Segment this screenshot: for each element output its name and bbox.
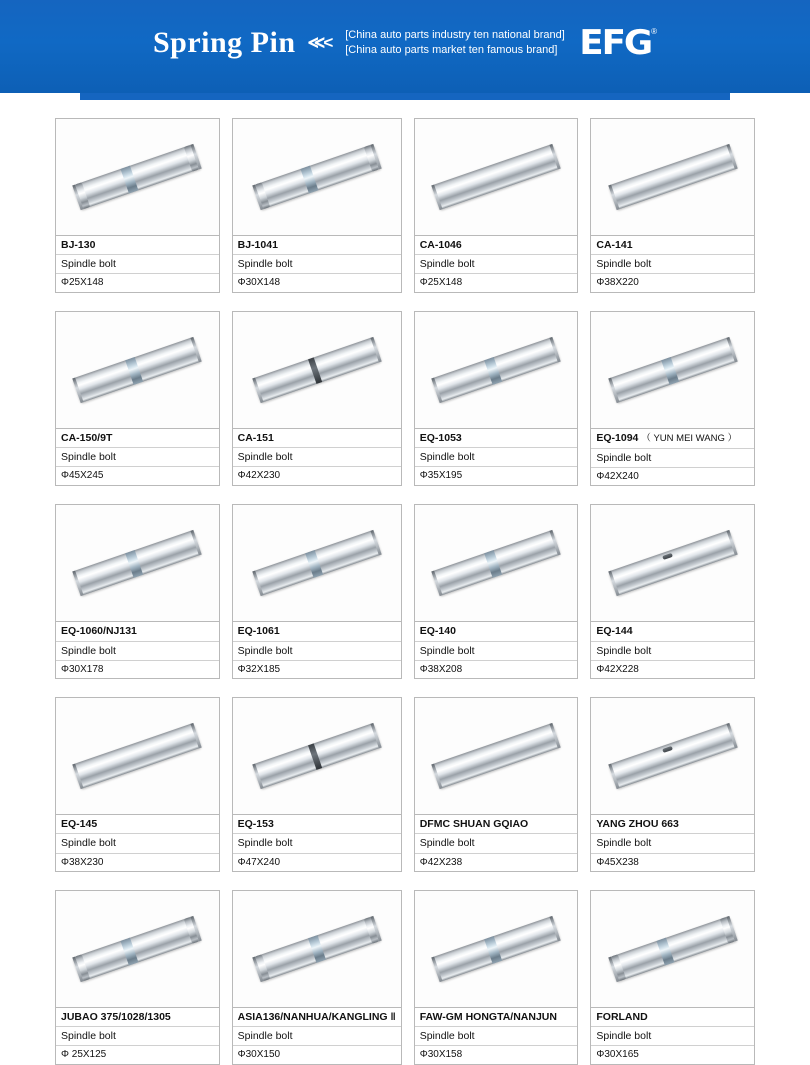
- product-type: Spindle bolt: [233, 447, 401, 466]
- pin-body: [73, 337, 202, 403]
- product-name-text: EQ-144: [596, 625, 633, 638]
- product-name-text: CA-1046: [419, 239, 462, 251]
- product-image: [232, 697, 402, 815]
- product-spec: Φ32X185: [233, 660, 401, 679]
- product-labels: [414, 622, 579, 679]
- spring-pin-illustration: [68, 698, 206, 814]
- product-spec: Φ25X148: [415, 273, 578, 292]
- product-spec: Φ38X208: [415, 660, 578, 679]
- product-image: [232, 890, 402, 1008]
- pin-end-left: [252, 377, 263, 403]
- product-image: [590, 504, 755, 622]
- spring-pin-illustration: [427, 312, 565, 428]
- product-card: [590, 311, 755, 486]
- header-taglines: [345, 28, 565, 58]
- spring-pin-illustration: [427, 119, 565, 235]
- product-name-text: FAW-GM HONGTA/NANJUN: [419, 1011, 557, 1024]
- pin-end-left: [608, 764, 619, 790]
- pin-end-left: [431, 377, 442, 403]
- product-card: [414, 504, 579, 679]
- product-name: [415, 1008, 578, 1026]
- product-name-text: CA-141: [596, 239, 633, 251]
- spring-pin-illustration: [245, 891, 388, 1007]
- product-card: [55, 504, 220, 679]
- product-card: [232, 311, 402, 486]
- product-card: [232, 504, 402, 679]
- product-image: [414, 697, 579, 815]
- pin-body: [252, 723, 381, 789]
- product-image: [232, 504, 402, 622]
- product-image: [414, 890, 579, 1008]
- spring-pin-illustration: [427, 891, 565, 1007]
- product-type: Spindle bolt: [233, 254, 401, 273]
- product-name: [233, 815, 401, 833]
- product-spec: Φ42X240: [591, 467, 754, 486]
- product-image: [232, 311, 402, 429]
- pin-band: [485, 357, 503, 385]
- pin-end-left: [252, 571, 263, 597]
- pin-end-right: [726, 530, 737, 556]
- product-labels: [232, 1008, 402, 1065]
- pin-band: [485, 936, 503, 964]
- pin-band: [308, 935, 326, 963]
- pin-end-right: [191, 723, 202, 749]
- registered-trademark-icon: ®: [651, 26, 658, 36]
- product-name-text: YANG ZHOU 663: [596, 818, 679, 831]
- pin-end-left: [252, 764, 263, 790]
- product-name: [415, 815, 578, 833]
- product-name-text: DFMC SHUAN GQIAO: [419, 818, 529, 831]
- product-card: [590, 697, 755, 872]
- product-image: [590, 697, 755, 815]
- spring-pin-illustration: [245, 698, 388, 814]
- product-name-text: EQ-1053: [419, 431, 462, 444]
- product-labels: [414, 429, 579, 486]
- product-spec: Φ30X178: [56, 660, 219, 679]
- product-labels: [414, 236, 579, 293]
- product-type: Spindle bolt: [415, 1026, 578, 1045]
- brand-logo: [579, 22, 658, 63]
- product-name: [591, 815, 754, 833]
- product-spec: Φ42X228: [591, 660, 754, 679]
- pin-end-right: [549, 916, 560, 942]
- pin-band: [121, 166, 139, 194]
- chevron-left-icon: ≪<: [307, 32, 332, 52]
- product-spec: Φ38X230: [56, 853, 219, 872]
- pin-notch: [662, 553, 673, 560]
- pin-end-right: [191, 337, 202, 363]
- tagline-2: [China auto parts market ten famous brand]: [345, 43, 558, 56]
- page-header: [0, 0, 810, 93]
- product-name-text: BJ-1041: [237, 239, 278, 251]
- product-spec: Φ30X150: [233, 1045, 401, 1064]
- pin-body: [431, 530, 560, 596]
- product-card: [232, 890, 402, 1065]
- pin-band: [485, 550, 503, 578]
- product-name: [56, 236, 219, 254]
- pin-end-left: [73, 571, 84, 597]
- product-grid: [0, 112, 810, 1065]
- pin-groove: [308, 357, 322, 384]
- product-image: [55, 311, 220, 429]
- product-type: Spindle bolt: [591, 254, 754, 273]
- spring-pin-illustration: [68, 312, 206, 428]
- product-type: Spindle bolt: [591, 833, 754, 852]
- product-image: [55, 697, 220, 815]
- product-card: [55, 118, 220, 293]
- pin-end-left: [431, 764, 442, 790]
- product-labels: [55, 815, 220, 872]
- product-name: [56, 815, 219, 833]
- product-type: Spindle bolt: [56, 1026, 219, 1045]
- product-card: [414, 118, 579, 293]
- product-card: [590, 504, 755, 679]
- product-image: [232, 118, 402, 236]
- product-image: [55, 504, 220, 622]
- pin-body: [252, 916, 381, 982]
- product-name: [233, 1008, 401, 1026]
- product-labels: [414, 815, 579, 872]
- pin-band: [661, 357, 679, 385]
- pin-body: [608, 337, 737, 403]
- product-card: [590, 118, 755, 293]
- product-type: Spindle bolt: [233, 1026, 401, 1045]
- spring-pin-illustration: [68, 891, 206, 1007]
- product-name: [56, 1008, 219, 1026]
- product-labels: [590, 429, 755, 486]
- spring-pin-illustration: [604, 698, 742, 814]
- pin-body: [608, 723, 737, 789]
- header-content: [152, 22, 658, 63]
- product-type: Spindle bolt: [56, 447, 219, 466]
- pin-end-left: [73, 764, 84, 790]
- pin-body: [252, 530, 381, 596]
- product-card: [55, 311, 220, 486]
- pin-end-left: [608, 377, 619, 403]
- product-name-text: CA-150/9T: [61, 431, 113, 444]
- spring-pin-illustration: [245, 312, 388, 428]
- product-labels: [590, 622, 755, 679]
- pin-end-right: [370, 723, 381, 749]
- pin-end-left: [431, 957, 442, 983]
- product-name-text: ASIA136/NANHUA/KANGLING ‖: [237, 1011, 396, 1024]
- pin-end-right: [726, 144, 737, 170]
- pin-body: [252, 337, 381, 403]
- product-type: Spindle bolt: [591, 1026, 754, 1045]
- spring-pin-illustration: [604, 119, 742, 235]
- pin-end-right: [726, 723, 737, 749]
- product-name-text: BJ-130: [61, 239, 96, 251]
- pin-end-right: [726, 337, 737, 363]
- product-name: [233, 429, 401, 447]
- pin-band: [121, 938, 139, 966]
- pin-body: [73, 144, 202, 210]
- header-underline-band: [0, 93, 810, 112]
- pin-end-left: [431, 571, 442, 597]
- product-spec: Φ45X245: [56, 466, 219, 485]
- product-name: [415, 236, 578, 254]
- product-name: [591, 236, 754, 254]
- product-labels: [55, 236, 220, 293]
- product-type: Spindle bolt: [591, 641, 754, 660]
- pin-band: [126, 357, 144, 385]
- pin-end-left: [608, 571, 619, 597]
- product-card: [55, 890, 220, 1065]
- product-image: [590, 118, 755, 236]
- product-image: [414, 504, 579, 622]
- pin-groove: [308, 744, 322, 771]
- product-spec: Φ25X148: [56, 273, 219, 292]
- product-name-text: FORLAND: [596, 1011, 648, 1024]
- product-spec: Φ38X220: [591, 273, 754, 292]
- pin-body: [608, 530, 737, 596]
- product-labels: [55, 429, 220, 486]
- tagline-1: [China auto parts industry ten national brand]: [345, 28, 565, 41]
- pin-band: [300, 166, 318, 194]
- product-name: [591, 622, 754, 640]
- product-name-text: EQ-1094: [596, 431, 639, 444]
- product-card: [590, 890, 755, 1065]
- product-image: [55, 118, 220, 236]
- product-labels: [232, 429, 402, 486]
- product-type: Spindle bolt: [233, 641, 401, 660]
- page-title: Spring Pin: [152, 25, 296, 59]
- product-spec: Φ42X238: [415, 853, 578, 872]
- product-type: Spindle bolt: [56, 641, 219, 660]
- product-name-text: EQ-153: [237, 818, 274, 831]
- pin-body: [431, 337, 560, 403]
- product-spec: Φ30X158: [415, 1045, 578, 1064]
- product-type: Spindle bolt: [415, 641, 578, 660]
- pin-body: [73, 916, 202, 982]
- pin-end-left: [608, 185, 619, 211]
- product-labels: [232, 622, 402, 679]
- spring-pin-illustration: [604, 505, 742, 621]
- product-spec: Φ35X195: [415, 466, 578, 485]
- product-spec: Φ42X230: [233, 466, 401, 485]
- product-name: [591, 1008, 754, 1026]
- product-type: Spindle bolt: [233, 833, 401, 852]
- product-card: [232, 697, 402, 872]
- product-spec: Φ30X148: [233, 273, 401, 292]
- product-spec: Φ30X165: [591, 1045, 754, 1064]
- product-name-text: JUBAO 375/1028/1305: [61, 1011, 171, 1024]
- product-name: [56, 429, 219, 447]
- pin-band: [126, 550, 144, 578]
- product-labels: [590, 815, 755, 872]
- pin-body: [252, 144, 381, 210]
- spring-pin-illustration: [427, 698, 565, 814]
- product-type: Spindle bolt: [56, 833, 219, 852]
- product-spec: Φ47X240: [233, 853, 401, 872]
- product-type: Spindle bolt: [415, 447, 578, 466]
- brand-logo-text: EFG: [579, 22, 651, 63]
- product-image: [414, 311, 579, 429]
- product-name-text: EQ-145: [61, 818, 98, 831]
- product-card: [414, 697, 579, 872]
- pin-body: [431, 723, 560, 789]
- spring-pin-illustration: [245, 119, 388, 235]
- spring-pin-illustration: [245, 505, 388, 621]
- pin-band: [305, 550, 323, 578]
- product-name-text: CA-151: [237, 431, 274, 444]
- pin-end-left: [431, 185, 442, 211]
- product-name: [233, 622, 401, 640]
- pin-end-right: [370, 530, 381, 556]
- spring-pin-illustration: [68, 505, 206, 621]
- header-underline-bar: [80, 93, 730, 100]
- pin-end-right: [191, 530, 202, 556]
- spring-pin-illustration: [68, 119, 206, 235]
- product-labels: [414, 1008, 579, 1065]
- product-labels: [55, 622, 220, 679]
- product-image: [55, 890, 220, 1008]
- product-card: [414, 890, 579, 1065]
- product-card: [55, 697, 220, 872]
- product-type: Spindle bolt: [591, 448, 754, 467]
- product-name-subtext: （ YUN MEI WANG ）: [641, 432, 738, 444]
- product-labels: [55, 1008, 220, 1065]
- product-image: [590, 311, 755, 429]
- pin-body: [73, 530, 202, 596]
- product-name: [415, 622, 578, 640]
- spring-pin-illustration: [604, 312, 742, 428]
- pin-end-right: [370, 337, 381, 363]
- product-name: [233, 236, 401, 254]
- spring-pin-illustration: [604, 891, 742, 1007]
- pin-end-right: [549, 337, 560, 363]
- product-spec: Φ45X238: [591, 853, 754, 872]
- spring-pin-illustration: [427, 505, 565, 621]
- pin-end-right: [549, 144, 560, 170]
- product-labels: [232, 236, 402, 293]
- product-name-text: EQ-140: [419, 625, 456, 638]
- pin-body: [431, 144, 560, 210]
- product-name-text: EQ-1061: [237, 625, 280, 638]
- pin-body: [73, 723, 202, 789]
- pin-body: [431, 916, 560, 982]
- pin-body: [608, 144, 737, 210]
- product-name: [56, 622, 219, 640]
- pin-end-left: [73, 377, 84, 403]
- product-labels: [590, 1008, 755, 1065]
- product-name: [415, 429, 578, 447]
- product-name-text: EQ-1060/NJ131: [61, 625, 137, 638]
- product-card: [414, 311, 579, 486]
- product-image: [414, 118, 579, 236]
- product-spec: Φ 25X125: [56, 1045, 219, 1064]
- pin-end-right: [549, 723, 560, 749]
- product-labels: [232, 815, 402, 872]
- product-type: Spindle bolt: [415, 833, 578, 852]
- pin-notch: [662, 746, 673, 753]
- product-name: [591, 429, 754, 448]
- product-labels: [590, 236, 755, 293]
- product-card: [232, 118, 402, 293]
- pin-body: [608, 916, 737, 982]
- product-type: Spindle bolt: [56, 254, 219, 273]
- product-image: [590, 890, 755, 1008]
- product-type: Spindle bolt: [415, 254, 578, 273]
- pin-end-right: [549, 530, 560, 556]
- pin-band: [656, 938, 674, 966]
